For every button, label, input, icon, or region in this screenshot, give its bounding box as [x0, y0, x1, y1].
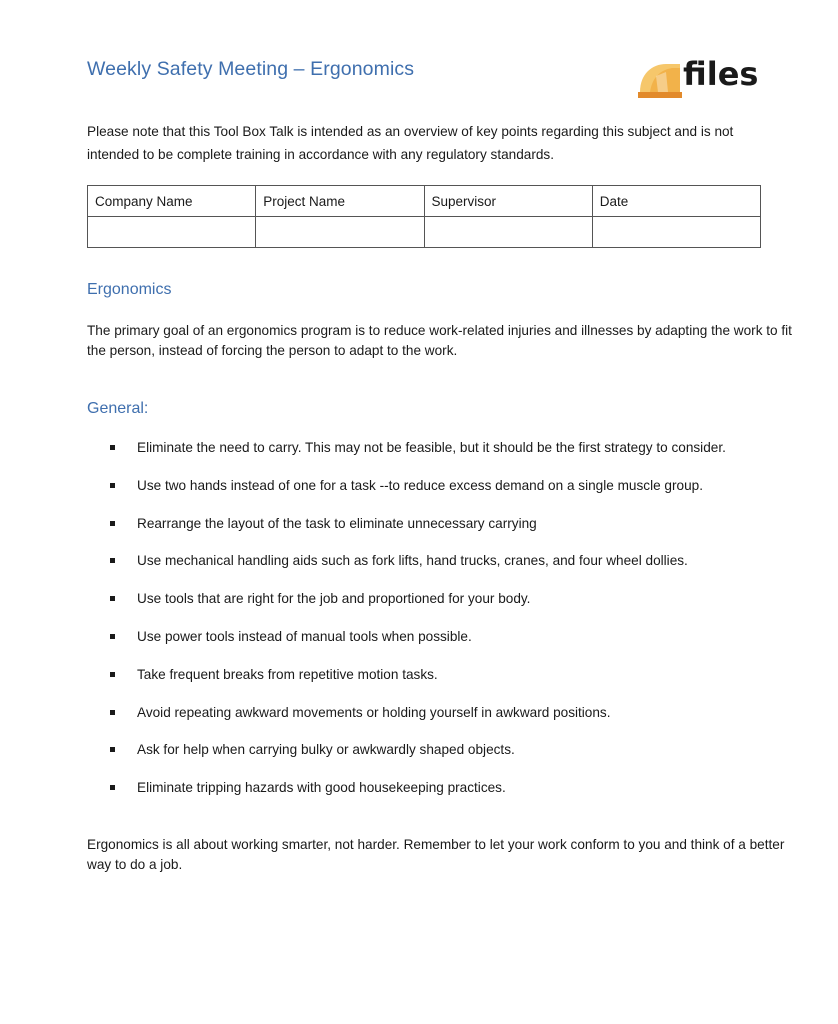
list-item-text: Eliminate the need to carry. This may not be feasible, but it should be the first strategy to consider.: [137, 440, 726, 455]
meeting-info-table: [87, 185, 761, 248]
intro-disclaimer: Please note that this Tool Box Talk is intended as an overview of key points regarding this subject and is not intended to be complete training in accordance with any regulatory standards.: [87, 124, 734, 162]
bullet-icon: [110, 785, 115, 790]
hardhat-icon: [636, 58, 688, 100]
list-item: [110, 740, 790, 778]
list-item-text: Avoid repeating awkward movements or holding yourself in awkward positions.: [137, 704, 611, 720]
header-company-name: Company Name: [88, 186, 256, 217]
list-item-text: Use tools that are right for the job and proportioned for your body.: [137, 591, 531, 607]
header-supervisor: Supervisor: [424, 186, 592, 217]
logo-wordmark: files: [683, 55, 759, 93]
header-project-name: Project Name: [256, 186, 424, 217]
company-name-field[interactable]: [88, 217, 256, 248]
bullet-icon: [110, 445, 115, 450]
supervisor-field[interactable]: [424, 217, 592, 248]
bullet-icon: [110, 521, 115, 526]
list-item: [110, 551, 790, 589]
list-item-text: Use power tools instead of manual tools when possible.: [137, 628, 472, 644]
list-item-text: Eliminate tripping hazards with good housekeeping practices.: [137, 780, 506, 796]
ergonomics-paragraph: The primary goal of an ergonomics program is to reduce work-related injuries and illnesses by adapting the work to fit the person, instead of forcing the person to adapt to the work.: [87, 323, 792, 358]
list-item: [110, 627, 790, 665]
general-bullet-list: [110, 438, 790, 816]
list-item: [110, 476, 790, 514]
list-item-text: Ask for help when carrying bulky or awkwardly shaped objects.: [137, 742, 515, 758]
bullet-icon: [110, 634, 115, 639]
bullet-icon: [110, 672, 115, 677]
list-item-text: Rearrange the layout of the task to eliminate unnecessary carrying: [137, 515, 537, 531]
project-name-field[interactable]: [256, 217, 424, 248]
list-item: [110, 665, 790, 703]
date-field[interactable]: [592, 217, 760, 248]
section-heading-general: General:: [87, 400, 149, 417]
section-heading-ergonomics: Ergonomics: [87, 281, 172, 298]
files-logo: [636, 55, 772, 100]
table-value-row: [88, 217, 761, 248]
bullet-icon: [110, 558, 115, 563]
list-item: [110, 589, 790, 627]
list-item: [110, 703, 790, 741]
list-item: [110, 514, 790, 552]
header-date: Date: [592, 186, 760, 217]
list-item: [110, 778, 790, 816]
list-item: [110, 438, 790, 476]
bullet-icon: [110, 483, 115, 488]
bullet-icon: [110, 710, 115, 715]
list-item-text: Take frequent breaks from repetitive motion tasks.: [137, 666, 438, 682]
bullet-icon: [110, 747, 115, 752]
page-title: Weekly Safety Meeting – Ergonomics: [87, 58, 415, 80]
list-item-text: Use two hands instead of one for a task --to reduce excess demand on a single muscle group.: [137, 477, 703, 493]
list-item-text: Use mechanical handling aids such as fork lifts, hand trucks, cranes, and four wheel dollies.: [137, 553, 688, 569]
table-header-row: [88, 186, 761, 217]
closing-paragraph: Ergonomics is all about working smarter, not harder. Remember to let your work conform to you and think of a better way to do a job.: [87, 837, 785, 872]
bullet-icon: [110, 596, 115, 601]
